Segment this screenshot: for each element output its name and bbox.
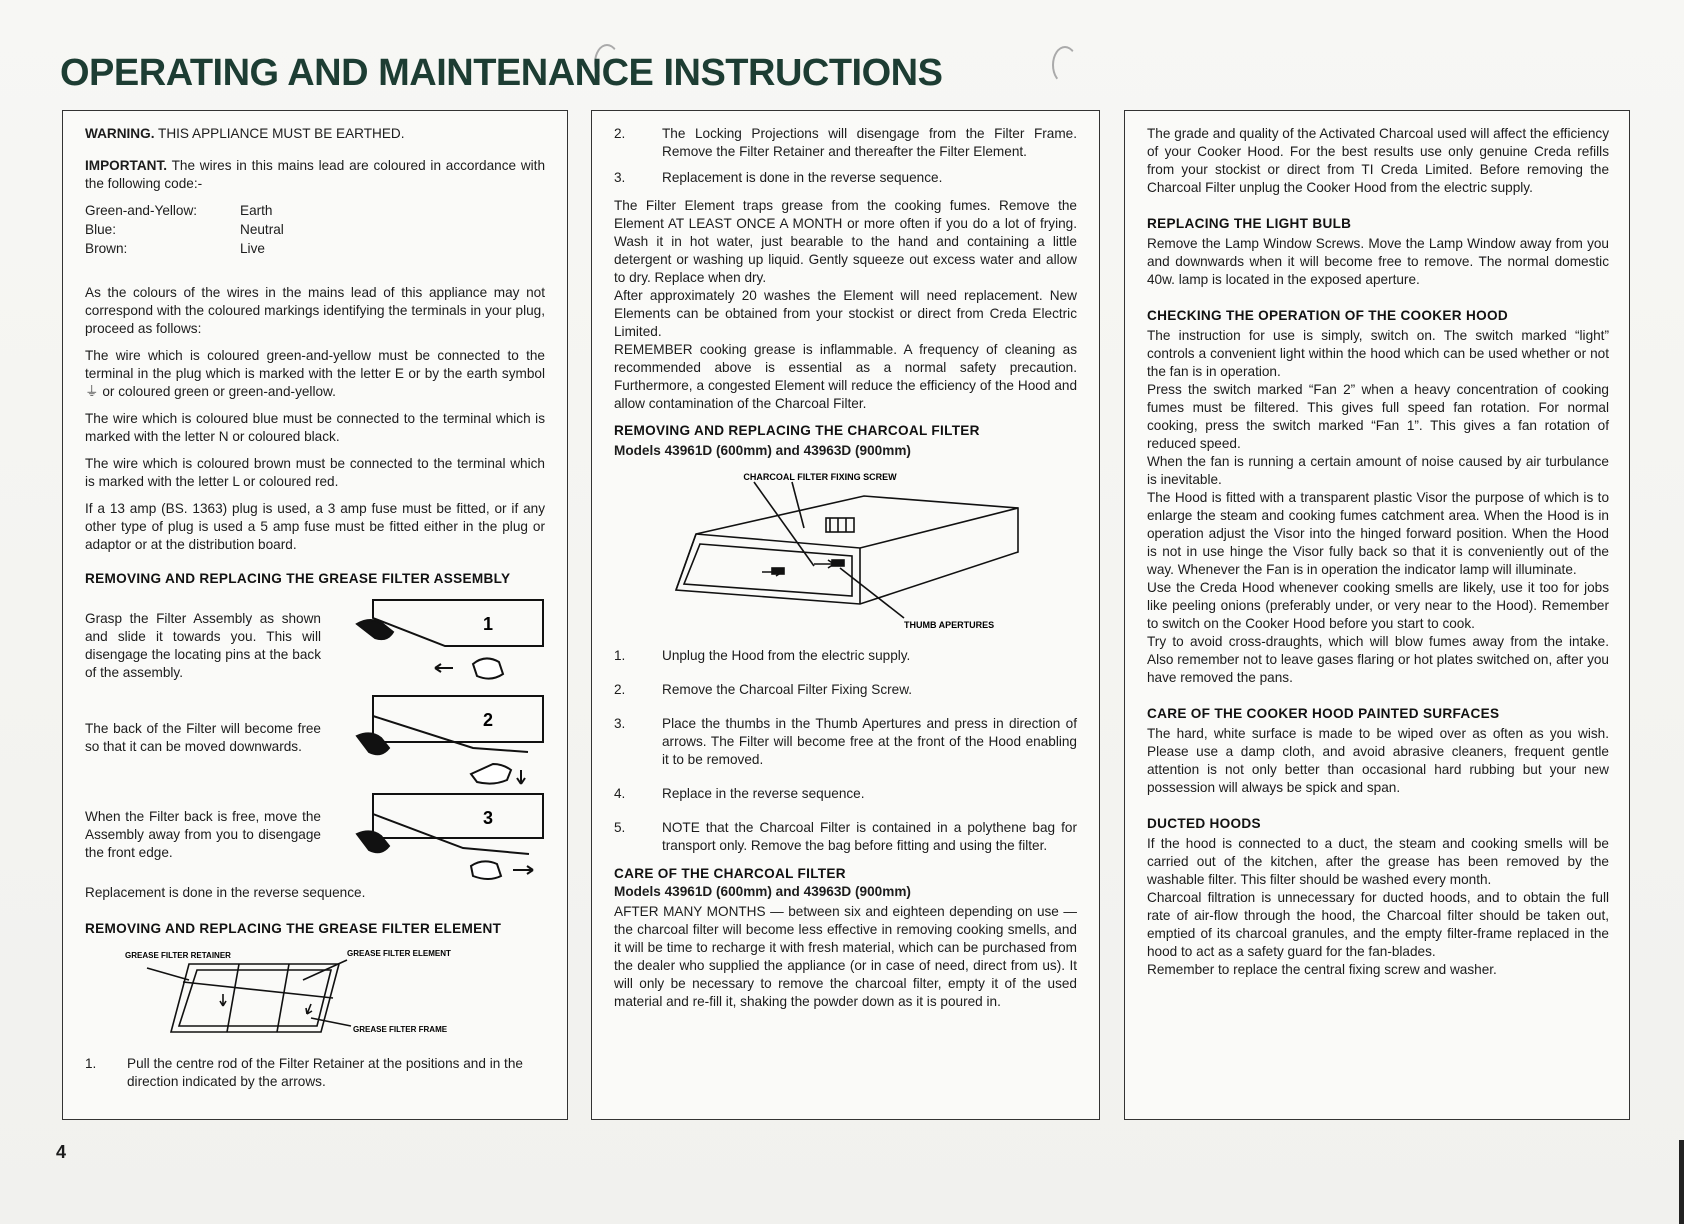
paragraph: Charcoal filtration is unnecessary for ducted hoods, and to obtain the full rate of air-flow through the hood, the Charcoal filter should be taken out, emptied of its charcoal granules, and the empty filter-frame replaced in the hood to act as a safety guard for the fan-blades. bbox=[1147, 890, 1609, 959]
paragraph: Remove the Lamp Window Screws. Move the Lamp Window away from you and downwards when it will become free to remove. The normal domestic 40w. lamp is located in the exposed aperture. bbox=[1147, 236, 1609, 287]
numbered-step bbox=[614, 819, 1077, 855]
page-number: 4 bbox=[56, 1142, 67, 1162]
paragraph: REMEMBER cooking grease is inflammable. A frequency of cleaning as recommended above is essential as a normal safety precaution. Furthermore, a congested Element will reduce the efficiency of the Hood and allow contamination of the Charcoal Filter. bbox=[614, 342, 1077, 411]
step-text: Replacement is done in the reverse sequence. bbox=[662, 170, 943, 185]
step-text: Replace in the reverse sequence. bbox=[662, 786, 865, 801]
models-line: Models 43961D (600mm) and 43963D (900mm) bbox=[614, 443, 911, 458]
step-number: 4. bbox=[614, 786, 626, 801]
numbered-step bbox=[85, 1055, 545, 1091]
wire-colour: Blue: bbox=[85, 222, 116, 237]
charcoal-filter-steps bbox=[614, 647, 1077, 855]
page-title: OPERATING AND MAINTENANCE INSTRUCTIONS bbox=[60, 52, 943, 94]
diagram-number: 2 bbox=[483, 710, 494, 730]
diagram-number: 1 bbox=[483, 614, 494, 634]
punch-hole-mark bbox=[1052, 46, 1078, 84]
column-hood-operation-and-care bbox=[1124, 110, 1630, 1120]
step-number: 1. bbox=[85, 1056, 97, 1071]
diagram-label-thumb-apertures: THUMB APERTURES bbox=[904, 620, 995, 630]
step-number: 3. bbox=[614, 170, 626, 185]
column-charcoal-filter bbox=[591, 110, 1100, 1120]
paragraph: After approximately 20 washes the Element will need replacement. New Elements can be obtained from your stockist or direct from Creda Electric Limited. bbox=[614, 288, 1077, 339]
paragraph: Use the Creda Hood whenever cooking smells are likely, use it too for jobs like peeling onions (preferably under, or very near to the Hood). Remember to switch on the Cooker Hood before you start to cook. bbox=[1147, 580, 1609, 631]
paragraph: The wire which is coloured blue must be connected to the terminal which is marked with the letter N or coloured black. bbox=[85, 411, 545, 444]
wire-colour: Brown: bbox=[85, 241, 128, 256]
scan-edge-shadow bbox=[1679, 1140, 1684, 1224]
wire-meaning: Earth bbox=[240, 203, 273, 218]
replacement-note: Replacement is done in the reverse sequence. bbox=[85, 885, 366, 900]
models-line: Models 43961D (600mm) and 43963D (900mm) bbox=[614, 884, 911, 899]
numbered-step bbox=[614, 125, 1077, 161]
section-heading: DUCTED HOODS bbox=[1147, 816, 1261, 831]
paragraph: The Hood is fitted with a transparent plastic Visor the purpose of which is to enlarge the steam and cooking fumes catchment area. When the Hood is in operation adjust the Visor into the hinged forward position. When the Hood is not in use hinge the Visor fully back so that it is conveniently out of the way. Whenever the Fan is in operation the indicator lamp will illuminate. bbox=[1147, 490, 1609, 577]
section-heading: CARE OF THE CHARCOAL FILTER bbox=[614, 866, 846, 881]
assembly-step-text: The back of the Filter will become free so that it can be moved downwards. bbox=[85, 721, 321, 754]
important-label: IMPORTANT. bbox=[85, 158, 168, 173]
paragraph: Press the switch marked “Fan 2” when a heavy concentration of cooking fumes must be filtered. This gives full speed fan rotation. For normal cooking, press the switch marked “Fan 1”. This gives a fan rotation of reduced speed. bbox=[1147, 382, 1609, 451]
paragraph: The Filter Element traps grease from the cooking fumes. Remove the Element AT LEAST ONCE A MONTH or more often if you do a lot of frying. Wash it in hot water, just bearable to the hand and containing a little detergent or washing up liquid. Gently squeeze out excess water and allow to dry. Replace when dry. bbox=[614, 198, 1077, 285]
charcoal-filter-diagram bbox=[614, 468, 1079, 634]
paragraph: AFTER MANY MONTHS — between six and eighteen depending on use — the charcoal filter will become less effective in removing cooking smells, and it will be time to recharge it with fresh material, which can be purchased from the dealer who supplied the appliance (or in case of need, direct from us). It will only be necessary to remove the charcoal filter, empty it of the used material and re-fill it, shaking the powder down as it is poured in. bbox=[614, 904, 1077, 1009]
paragraph: The wire which is coloured brown must be connected to the terminal which is marked with the letter L or coloured red. bbox=[85, 456, 545, 489]
assembly-step-text: When the Filter back is free, move the Assembly away from you to disengage the front edge. bbox=[85, 809, 321, 860]
step-number: 1. bbox=[614, 648, 626, 663]
warning-line bbox=[85, 125, 545, 143]
numbered-step bbox=[614, 169, 1077, 187]
section-heading: CHECKING THE OPERATION OF THE COOKER HOOD bbox=[1147, 308, 1508, 323]
step-text: The Locking Projections will disengage from the Filter Frame. Remove the Filter Retainer and thereafter the Filter Element. bbox=[662, 126, 1077, 159]
numbered-step bbox=[614, 647, 1077, 665]
assembly-step-text: Grasp the Filter Assembly as shown and slide it towards you. This will disengage the locating pins at the back of the assembly. bbox=[85, 611, 321, 680]
wire-colour: Green-and-Yellow: bbox=[85, 203, 198, 218]
paragraph: Try to avoid cross-draughts, which will blow fumes away from the intake. Also remember not to leave gases flaring or hot plates switched on, after you have removed the pans. bbox=[1147, 634, 1609, 685]
column-wiring-and-grease-filter bbox=[62, 110, 568, 1120]
wire-meaning: Live bbox=[240, 241, 265, 256]
numbered-step bbox=[614, 715, 1077, 769]
grease-filter-assembly-diagram bbox=[353, 598, 549, 880]
numbered-step bbox=[614, 681, 1077, 699]
paragraph: If a 13 amp (BS. 1363) plug is used, a 3 amp fuse must be fitted, or if any other type of plug is used a 5 amp fuse must be fitted either in the plug or adaptor or at the distribution board. bbox=[85, 501, 545, 552]
step-number: 3. bbox=[614, 716, 626, 731]
step-text: Unplug the Hood from the electric supply. bbox=[662, 648, 911, 663]
section-heading: REMOVING AND REPLACING THE CHARCOAL FILTER bbox=[614, 423, 980, 438]
paragraph: The instruction for use is simply, switch on. The switch marked “light” controls a convenient light within the hood which can be used whether or not the fan is in operation. bbox=[1147, 328, 1609, 379]
diagram-label-fixing-screw: CHARCOAL FILTER FIXING SCREW bbox=[743, 472, 897, 482]
section-heading: REPLACING THE LIGHT BULB bbox=[1147, 216, 1352, 231]
diagram-number: 3 bbox=[483, 808, 494, 828]
important-line bbox=[85, 157, 545, 193]
section-heading: REMOVING AND REPLACING THE GREASE FILTER ASSEMBLY bbox=[85, 571, 511, 586]
diagram-label-frame: GREASE FILTER FRAME bbox=[353, 1025, 448, 1034]
warning-label: WARNING. bbox=[85, 126, 155, 141]
wire-meaning: Neutral bbox=[240, 222, 284, 237]
step-number: 5. bbox=[614, 820, 626, 835]
paragraph: When the fan is running a certain amount of noise caused by air turbulance is inevitable. bbox=[1147, 454, 1609, 487]
paragraph: The wire which is coloured green-and-yellow must be connected to the terminal in the plug which is marked with the letter E or by the earth symbol ⏚ or coloured green or green-and-yellow. bbox=[85, 348, 545, 399]
paragraph: The hard, white surface is made to be wiped over as often as you wish. Please use a damp cloth, and avoid abrasive cleaners, frequent gentle attention is not only better than occasional hard rubbing but your new possession will always be spick and span. bbox=[1147, 726, 1609, 795]
wire-colour-code-table bbox=[85, 202, 545, 258]
step-number: 2. bbox=[614, 682, 626, 697]
paragraph: Remember to replace the central fixing screw and washer. bbox=[1147, 962, 1497, 977]
step-text: Remove the Charcoal Filter Fixing Screw. bbox=[662, 682, 913, 697]
step-text: Place the thumbs in the Thumb Apertures and press in direction of arrows. The Filter will become free at the front of the Hood enabling it to be removed. bbox=[662, 716, 1077, 767]
important-text: The wires in this mains lead are coloured in accordance with the following code:- bbox=[85, 158, 545, 191]
diagram-label-element: GREASE FILTER ELEMENT bbox=[347, 949, 451, 958]
warning-text: THIS APPLIANCE MUST BE EARTHED. bbox=[158, 126, 405, 141]
paragraph: If the hood is connected to a duct, the steam and cooking smells will be carried out of the kitchen, after the grease has been removed by the washable filter. This filter should be washed every month. bbox=[1147, 836, 1609, 887]
grease-filter-element-diagram bbox=[85, 940, 547, 1044]
step-text: Pull the centre rod of the Filter Retainer at the positions and in the direction indicated by the arrows. bbox=[127, 1056, 523, 1089]
section-heading: REMOVING AND REPLACING THE GREASE FILTER ELEMENT bbox=[85, 921, 502, 936]
step-text: NOTE that the Charcoal Filter is contained in a polythene bag for transport only. Remove the bag before fitting and using the filter. bbox=[662, 820, 1077, 853]
numbered-step bbox=[614, 785, 1077, 803]
section-heading: CARE OF THE COOKER HOOD PAINTED SURFACES bbox=[1147, 706, 1500, 721]
grease-filter-assembly-steps bbox=[85, 598, 545, 880]
paragraph: As the colours of the wires in the mains lead of this appliance may not correspond with the coloured markings identifying the terminals in your plug, proceed as follows: bbox=[85, 285, 545, 336]
paragraph: The grade and quality of the Activated Charcoal used will affect the efficiency of your Cooker Hood. For the best results use only genuine Creda refills from your stockist or direct from TI Creda Limited. Before removing the Charcoal Filter unplug the Cooker Hood from the electric supply. bbox=[1147, 126, 1609, 195]
diagram-label-retainer: GREASE FILTER RETAINER bbox=[125, 951, 231, 960]
step-number: 2. bbox=[614, 126, 626, 141]
